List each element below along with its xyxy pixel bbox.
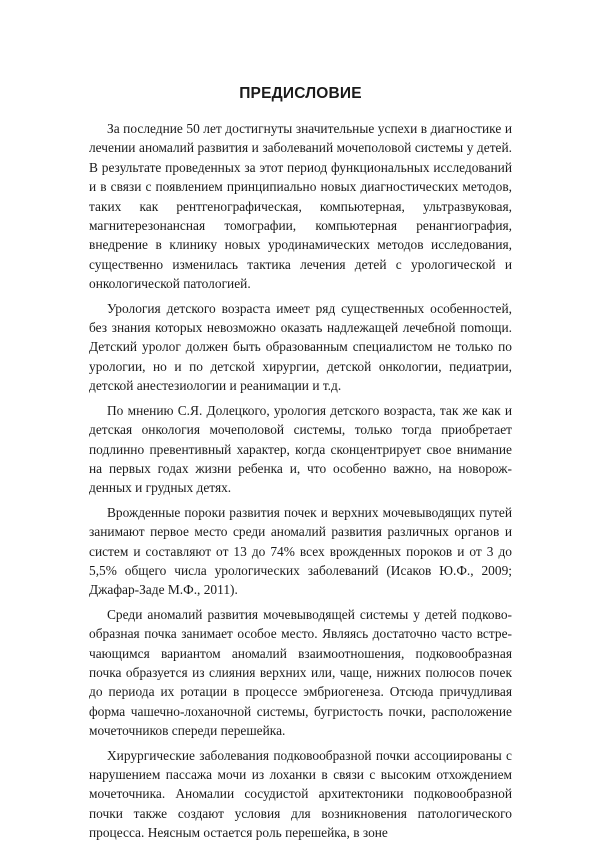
- paragraph-5: Среди аномалий развития мочевыводящей системы у детей подковообразная почка занимает особое место. Являясь достаточно часто встречающимся вариантом аномалий взаимоотношения, подковообразная почка образуется из слияния верхних или, чаще, нижних полюсов почек до периода их ротации в процессе эмбриогенеза. Отсюда причудливая форма чашечно-лоханочной системы, бугристость почки, расположение мочеточников спереди перешейка.: [89, 606, 512, 739]
- page-title: ПРЕДИСЛОВИЕ: [239, 85, 362, 102]
- paragraph-6: Хирургические заболевания подковообразной почки ассоциированы с нарушением пассажа мочи из лоханки в связи с высоким отхождением мочеточника. Аномалии сосудистой архитектоники подковообразной почки также создают условия для возникновения патологического процесса. Неясным остается роль перешейка, в зоне: [89, 747, 512, 841]
- page-content: [89, 85, 512, 848]
- paragraph-4: Врожденные пороки развития почек и верхних мочевыводящих путей занимают первое место среди аномалий развития различных органов и систем и составляют от 13 до 74% всех врожденных пороков и от 3 до 5,5% общего числа урологических заболеваний (Исаков Ю.Ф., 2009; Джафар-Заде М.Ф., 2011).: [89, 504, 512, 598]
- paragraph-1: За последние 50 лет достигнуты значительные успехи в диагностике и лечении аномалий развития и заболеваний мочеполовой системы у детей. В результате проведенных за этот период функциональных исследований и в связи с появлением принципиально новых диагностических методов, таких как рентгенографическая, компьютерная, ультразвуковая, магнитерезонансная томографии, компьютерная ренангиография, внедрение в клинику новых уродинамических методов исследования, существенно изменилась тактика лечения детей с урологической и онкологической патологией.: [89, 121, 512, 292]
- paragraph-3: По мнению С.Я. Долецкого, урология детского возраста, так же как и детская онкология мочеполовой системы, только тогда приобретает подлинно превентивный характер, когда сконцентрирует свое внимание на первых годах жизни ребенка и, что особенно важно, на новорожденных и грудных детях.: [89, 402, 512, 496]
- paragraph-2: Урология детского возраста имеет ряд существенных особенностей, без знания которых невозможно оказать надлежащей лечебной поmощи. Детский уролог должен быть образованным специалистом не только по урологии, но и по детской хирургии, детской онкологии, педиатрии, детской анестезиологии и реанимации и т.д.: [89, 300, 512, 394]
